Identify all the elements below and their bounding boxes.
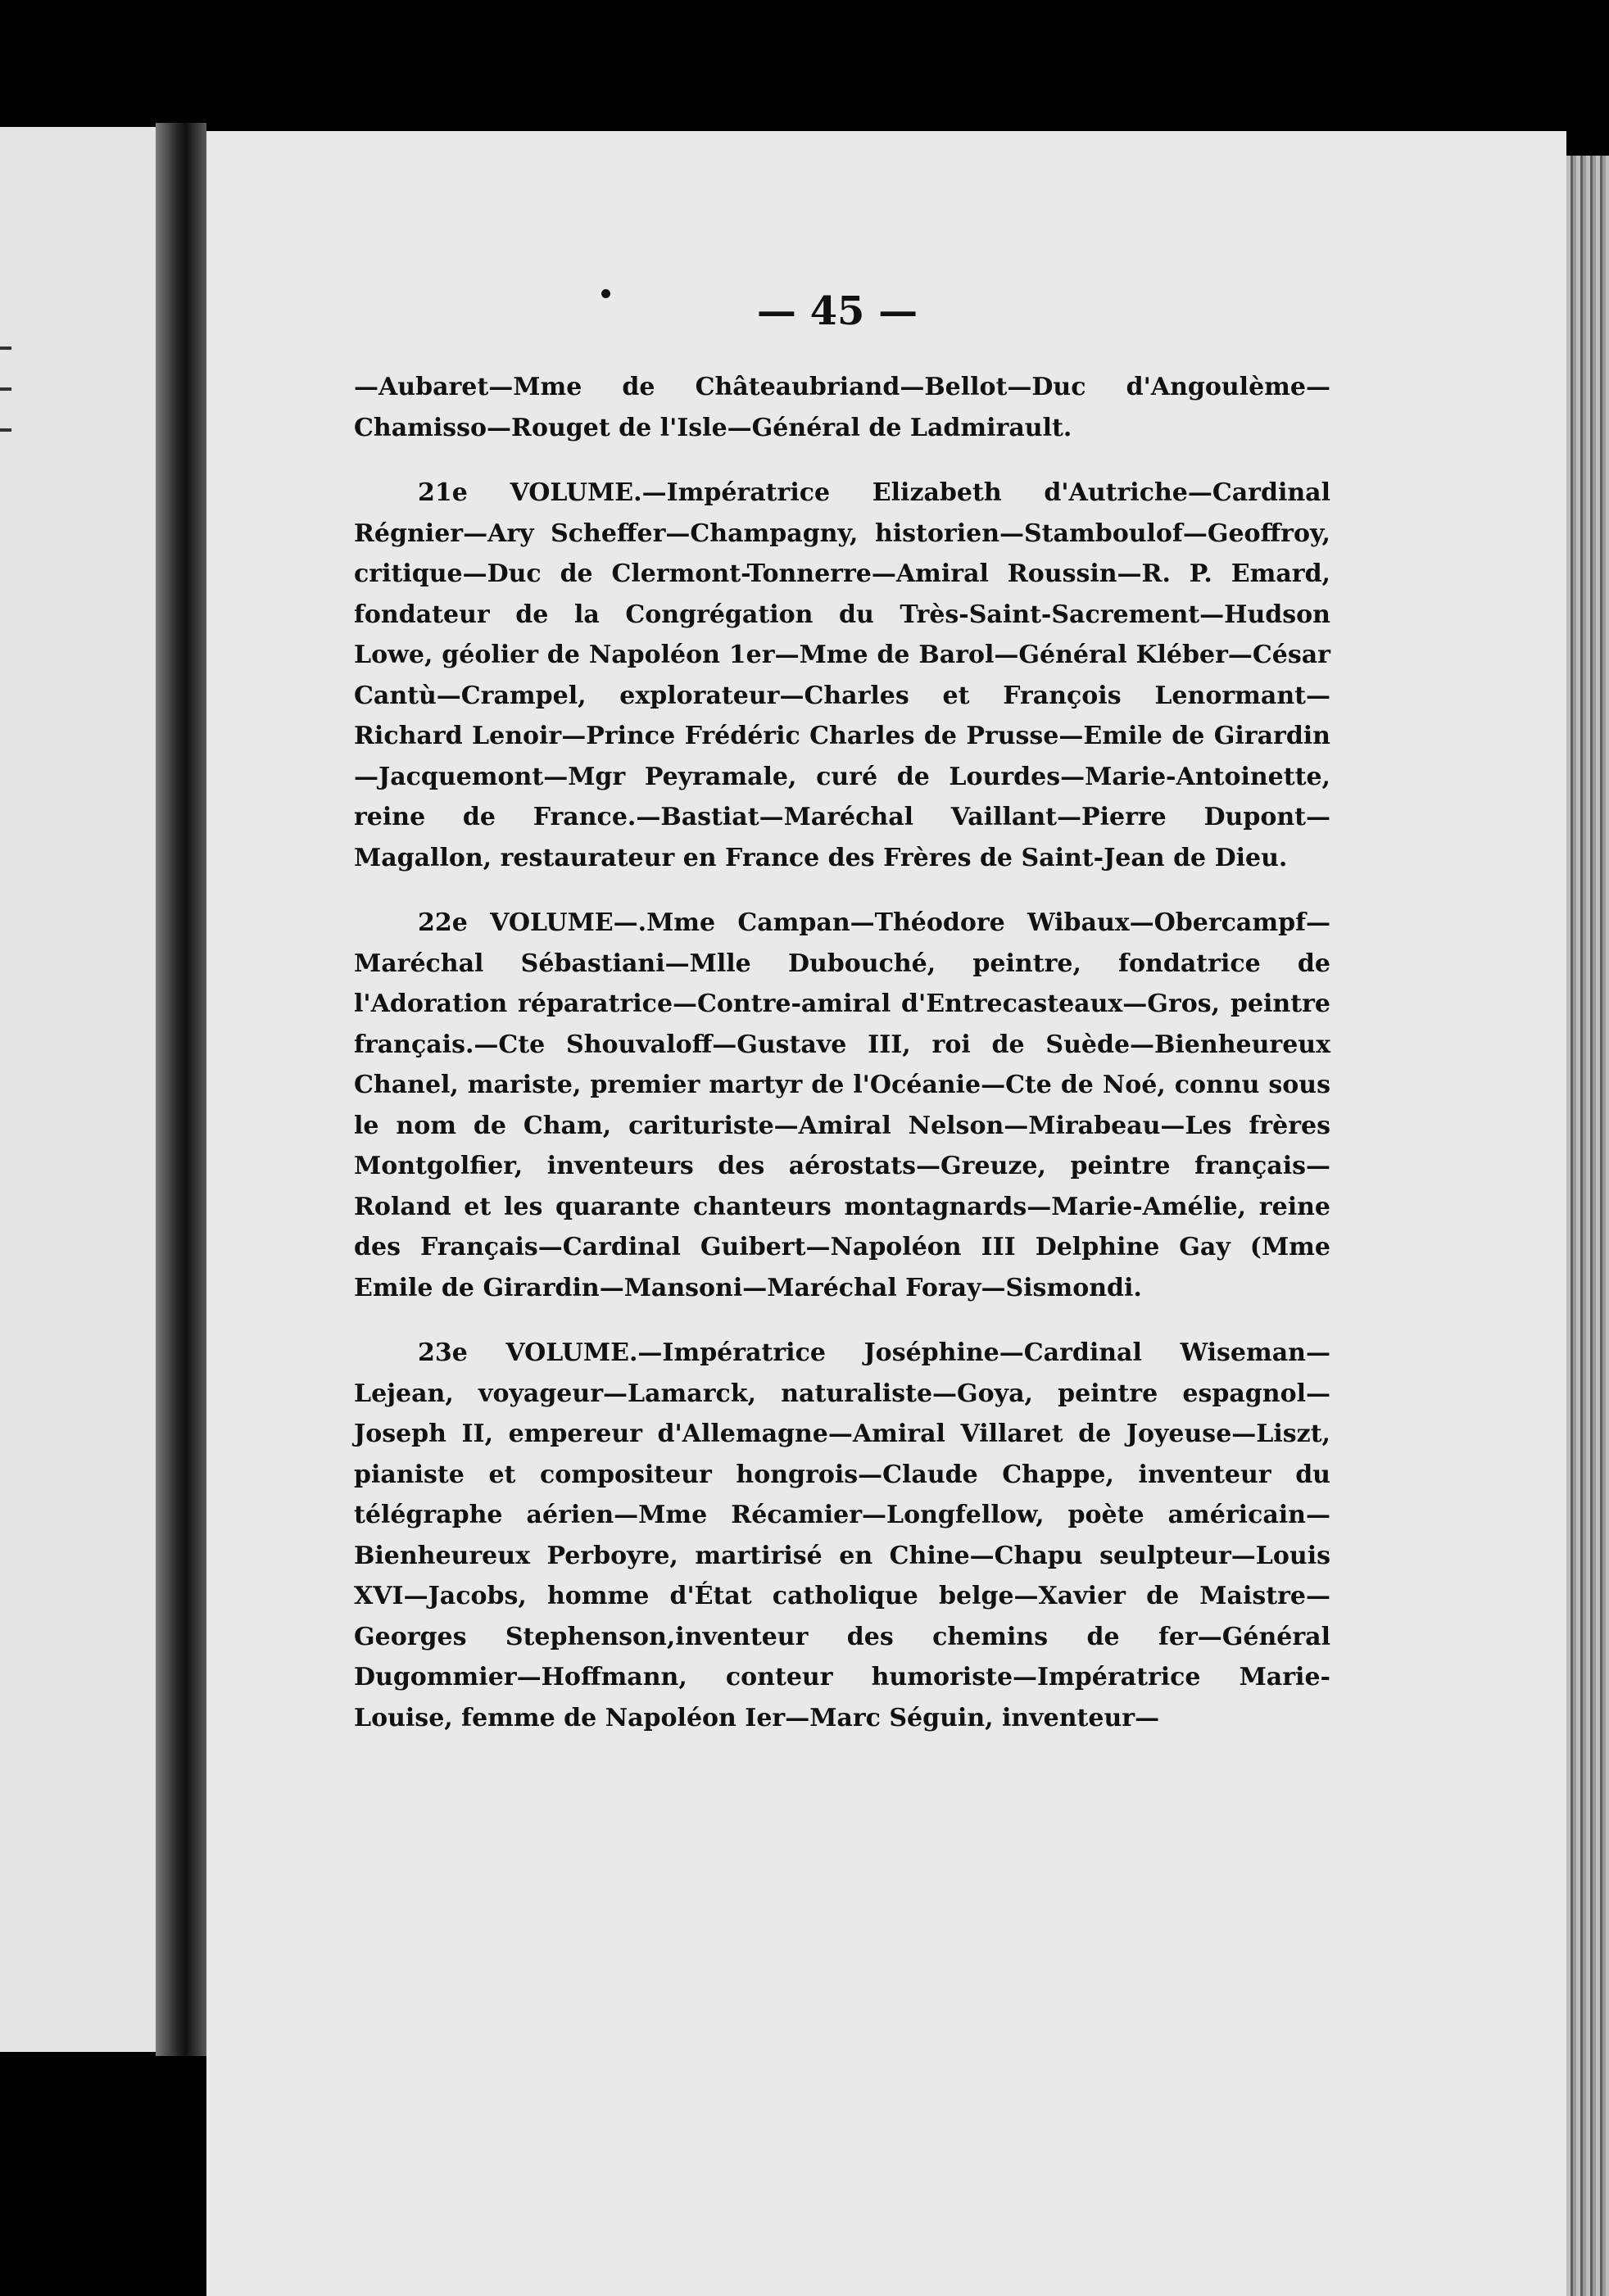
volume-heading: 23e VOLUME. xyxy=(418,1338,638,1367)
paragraph-text: —.Mme Campan—Théodore Wibaux—Obercampf—Maréchal Sébastiani—Mlle Dubouché, peintre, fondatrice de l'Adoration réparatrice—Contre-amiral d'Entrecasteaux—Gros, peintre français.—Cte Shouvaloff—Gustave III, roi de Suède—Bienheureux Chanel, mariste, premier martyr de l'Océanie—Cte de Noé, connu sous le nom de Cham, carituriste—Amiral Nelson—Mirabeau—Les frères Montgolfier, inventeurs des aérostats—Greuze, peintre français—Roland et les quarante chanteurs montagnards—Marie-Amélie, reine des Français—Cardinal Guibert—Napoléon III Delphine Gay (Mme Emile de Girardin—Mansoni—Maréchal Foray—Sismondi. xyxy=(354,908,1330,1302)
volume-heading: 22e VOLUME xyxy=(418,908,614,937)
left-page-mark xyxy=(0,428,11,432)
paragraph-volume-22 xyxy=(354,903,1330,1308)
paragraph-text: —Impératrice Elizabeth d'Autriche—Cardinal Régnier—Ary Scheffer—Champagny, historien—Stamboulof—Geoffroy, critique—Duc de Clermont-Tonnerre—Amiral Roussin—R. P. Emard, fondateur de la Congrégation du Très-Saint-Sacrement—Hudson Lowe, géolier de Napoléon 1er—Mme de Barol—Général Kléber—César Cantù—Crampel, explorateur—Charles et François Lenormant—Richard Lenoir—Prince Frédéric Charles de Prusse—Emile de Girardin—Jacquemont—Mgr Peyramale, curé de Lourdes—Marie-Antoinette, reine de France.—Bastiat—Maréchal Vaillant—Pierre Dupont—Magallon, restaurateur en France des Frères de Saint-Jean de Dieu. xyxy=(354,478,1330,872)
left-page-mark xyxy=(0,387,11,391)
paragraph-volume-21 xyxy=(354,473,1330,878)
paragraph-volume-23 xyxy=(354,1333,1330,1738)
book-gutter xyxy=(156,123,206,2056)
page-number: — 45 — xyxy=(756,288,918,334)
volume-heading: 21e VOLUME. xyxy=(418,478,642,507)
paragraph-text: —Aubaret—Mme de Châteaubriand—Bellot—Duc d'Angoulème—Chamisso—Rouget de l'Isle—Général de Ladmirault. xyxy=(354,373,1330,442)
left-page-edge xyxy=(0,127,156,2052)
body-text xyxy=(354,367,1330,1763)
left-page-mark xyxy=(0,346,11,350)
page-stack-edge xyxy=(1566,156,1609,2296)
paragraph-continuation xyxy=(354,367,1330,448)
paragraph-text: —Impératrice Joséphine—Cardinal Wiseman—Lejean, voyageur—Lamarck, naturaliste—Goya, peintre espagnol—Joseph II, empereur d'Allemagne—Amiral Villaret de Joyeuse—Liszt, pianiste et compositeur hongrois—Claude Chappe, inventeur du télégraphe aérien—Mme Récamier—Longfellow, poète américain—Bienheureux Perboyre, martirisé en Chine—Chapu seulpteur—Louis XVI—Jacobs, homme d'État catholique belge—Xavier de Maistre—Georges Stephenson,inventeur des chemins de fer—Général Dugommier—Hoffmann, conteur humoriste—Impératrice Marie-Louise, femme de Napoléon Ier—Marc Séguin, inventeur— xyxy=(354,1338,1330,1732)
